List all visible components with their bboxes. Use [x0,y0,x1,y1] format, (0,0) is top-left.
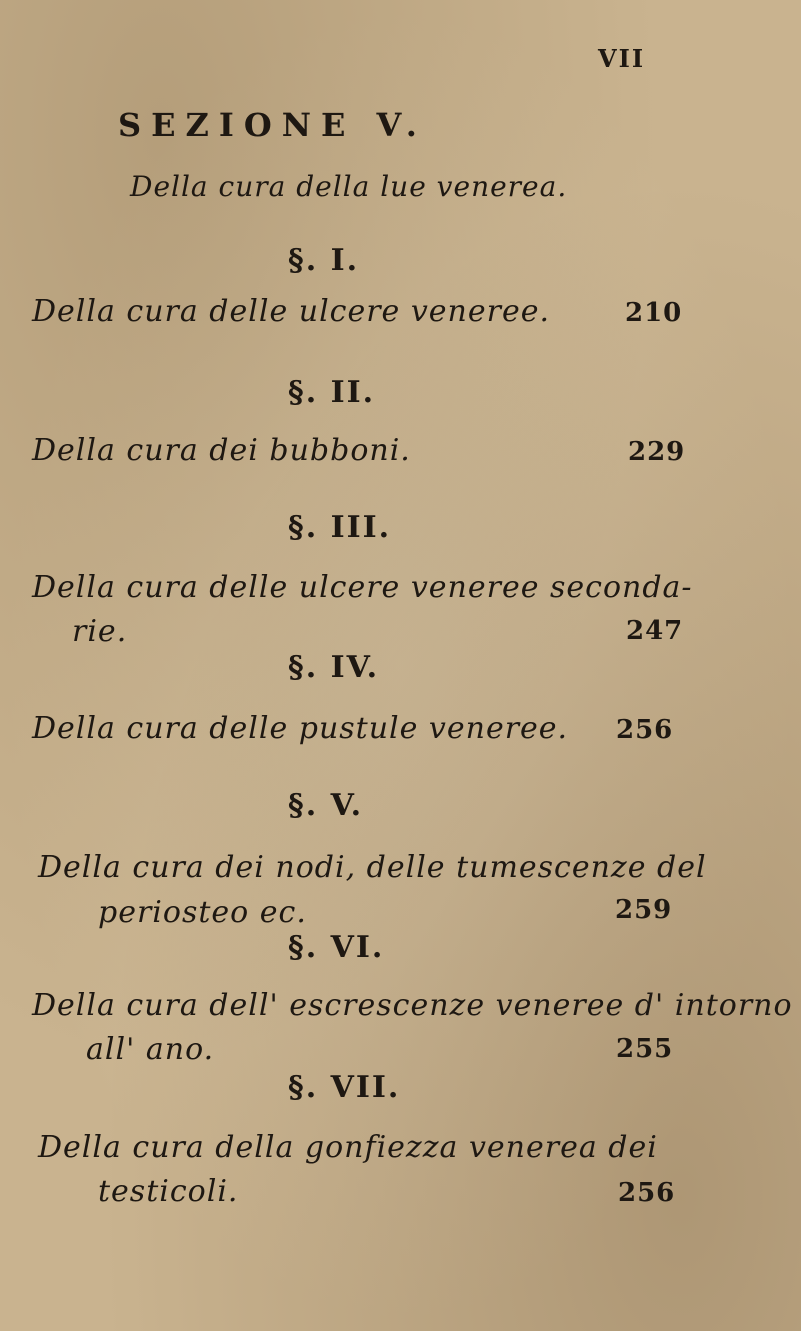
paragraph-number: §. I. [288,243,360,278]
page-folio: VII [598,44,646,73]
entry-page-number: 247 [626,616,684,646]
paragraph-number: §. II. [288,375,376,410]
entry-page-number: 210 [625,298,683,328]
entry-page-number: 259 [615,895,673,925]
entry-page-number: 256 [618,1178,676,1208]
entry-title-continuation: rie. [72,614,128,649]
entry-title: Della cura dell' escrescenze veneree d' intorno [32,988,793,1023]
entry-page-number: 229 [628,437,686,467]
paragraph-number: §. IV. [288,650,380,685]
paragraph-number: §. III. [288,510,392,545]
entry-title: Della cura delle ulcere veneree. [32,294,551,329]
entry-title: Della cura della gonfiezza venerea dei [38,1130,658,1165]
entry-page-number: 255 [616,1034,674,1064]
entry-title: Della cura delle ulcere veneree seconda- [32,570,693,605]
entry-title: Della cura dei bubboni. [32,433,411,468]
section-subtitle: Della cura della lue venerea. [130,170,568,203]
entry-title: Della cura dei nodi, delle tumescenze del [38,850,707,885]
entry-title-continuation: periosteo ec. [98,895,307,930]
paragraph-number: §. VII. [288,1070,401,1105]
entry-page-number: 256 [616,715,674,745]
paragraph-number: §. VI. [288,930,385,965]
entry-title: Della cura delle pustule veneree. [32,711,569,746]
entry-title-continuation: testicoli. [98,1174,239,1209]
entry-title-continuation: all' ano. [86,1032,215,1067]
section-title: SEZIONE V. [118,106,427,144]
paragraph-number: §. V. [288,788,364,823]
